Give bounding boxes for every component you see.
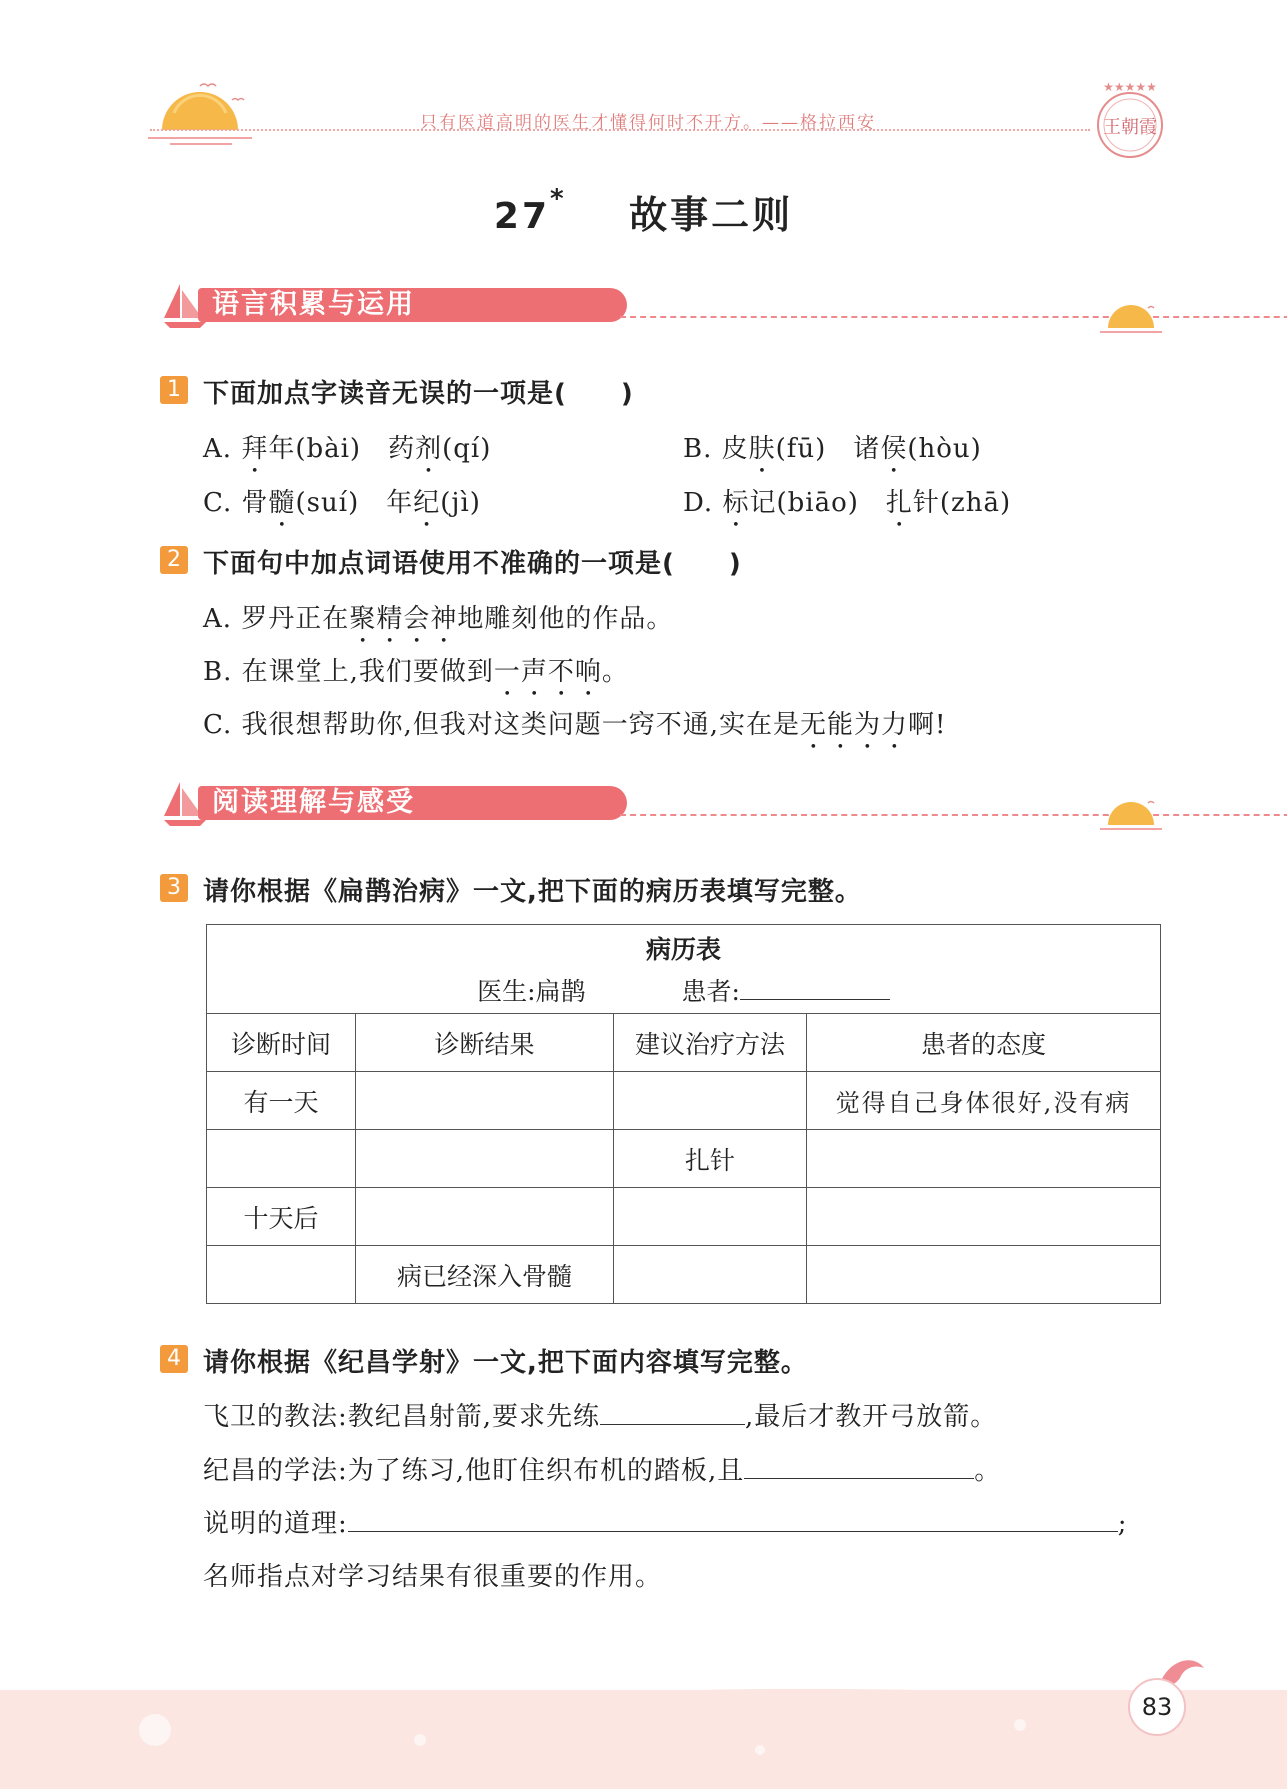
section-title: 语言积累与运用 xyxy=(198,288,627,322)
table-cell-blank[interactable] xyxy=(614,1072,807,1130)
table-cell: 病已经深入骨髓 xyxy=(356,1246,614,1304)
column-header: 建议治疗方法 xyxy=(614,1014,807,1072)
sunset-icon xyxy=(1098,795,1164,835)
table-cell-blank[interactable] xyxy=(207,1246,356,1304)
sunset-decoration xyxy=(140,78,260,153)
page-title: 27* 故事二则 xyxy=(493,184,794,237)
table-cell: 十天后 xyxy=(207,1188,356,1246)
table-cell-blank[interactable] xyxy=(614,1188,807,1246)
fill-line-learning: 纪昌的学法:为了练习,他盯住织布机的踏板,且 。 xyxy=(203,1456,1002,1486)
answer-blank[interactable] xyxy=(348,1507,1118,1532)
answer-blank[interactable] xyxy=(600,1400,745,1425)
section-divider xyxy=(620,316,1287,318)
table-row xyxy=(207,1188,1161,1246)
fill-line-lesson: 说明的道理: ; xyxy=(203,1509,1128,1539)
option-b: B. 皮肤(fū) 诸侯(hòu) xyxy=(683,434,982,464)
option-d: D. 标记(biāo) 扎针(zhā) xyxy=(683,488,1012,518)
option-a: A. 拜年(bài) 药剂(qí) xyxy=(203,434,492,464)
bubble-decoration xyxy=(120,1700,1120,1780)
sunset-icon xyxy=(1098,300,1164,338)
svg-text:★★★★★: ★★★★★ xyxy=(1103,80,1157,94)
svg-text:王朝霞: 王朝霞 xyxy=(1103,117,1157,138)
table-header xyxy=(207,925,1161,1014)
medical-record-table xyxy=(206,924,1161,1304)
table-title: 病历表 xyxy=(646,935,722,964)
question-number: 4 xyxy=(160,1345,188,1373)
question-stem: 请你根据《纪昌学射》一文,把下面内容填写完整。 xyxy=(203,1348,808,1378)
table-cell-blank[interactable] xyxy=(356,1188,614,1246)
table-cell-blank[interactable] xyxy=(807,1130,1161,1188)
patient-blank[interactable] xyxy=(740,977,890,1000)
option-c: C. 骨髓(suí) 年纪(jì) xyxy=(203,488,481,518)
table-cell-blank[interactable] xyxy=(807,1246,1161,1304)
question-number: 1 xyxy=(160,376,188,404)
seal-logo xyxy=(1090,75,1170,165)
table-cell-blank[interactable] xyxy=(356,1130,614,1188)
header-motto: 只有医道高明的医生才懂得何时不开方。——格拉西安 xyxy=(420,113,876,133)
answer-blank[interactable] xyxy=(744,1454,974,1479)
fill-line-conclusion: 名师指点对学习结果有很重要的作用。 xyxy=(203,1562,663,1592)
section-banner-reading xyxy=(160,778,1160,828)
column-header: 诊断时间 xyxy=(207,1014,356,1072)
section-title: 阅读理解与感受 xyxy=(198,786,627,820)
doctor-label: 医生:扁鹊 xyxy=(477,977,586,1006)
page-number: 83 xyxy=(1128,1678,1186,1736)
column-header: 诊断结果 xyxy=(356,1014,614,1072)
table-row xyxy=(207,1072,1161,1130)
section-divider xyxy=(620,814,1287,816)
option-c: C. 我很想帮助你,但我对这类问题一窍不通,实在是无能为力啊! xyxy=(203,710,947,740)
table-cell-blank[interactable] xyxy=(614,1246,807,1304)
option-b: B. 在课堂上,我们要做到一声不响。 xyxy=(203,657,629,687)
question-stem: 下面句中加点词语使用不准确的一项是( ) xyxy=(203,549,742,579)
table-cell: 扎针 xyxy=(614,1130,807,1188)
question-stem: 请你根据《扁鹊治病》一文,把下面的病历表填写完整。 xyxy=(203,877,862,907)
table-row xyxy=(207,1246,1161,1304)
table-cell-blank[interactable] xyxy=(356,1072,614,1130)
column-header: 患者的态度 xyxy=(807,1014,1161,1072)
table-cell: 有一天 xyxy=(207,1072,356,1130)
fill-line-teaching: 飞卫的教法:教纪昌射箭,要求先练 ,最后才教开弓放箭。 xyxy=(203,1402,998,1432)
table-cell-blank[interactable] xyxy=(807,1188,1161,1246)
section-banner-language xyxy=(160,280,1160,330)
table-cell-blank[interactable] xyxy=(207,1130,356,1188)
table-header-row xyxy=(207,1014,1161,1072)
question-number: 2 xyxy=(160,546,188,574)
question-number: 3 xyxy=(160,874,188,902)
option-a: A. 罗丹正在聚精会神地雕刻他的作品。 xyxy=(203,604,674,634)
patient-label: 患者: xyxy=(681,977,740,1006)
table-row xyxy=(207,1130,1161,1188)
question-stem: 下面加点字读音无误的一项是( ) xyxy=(203,379,634,409)
table-cell: 觉得自己身体很好,没有病 xyxy=(807,1072,1161,1130)
